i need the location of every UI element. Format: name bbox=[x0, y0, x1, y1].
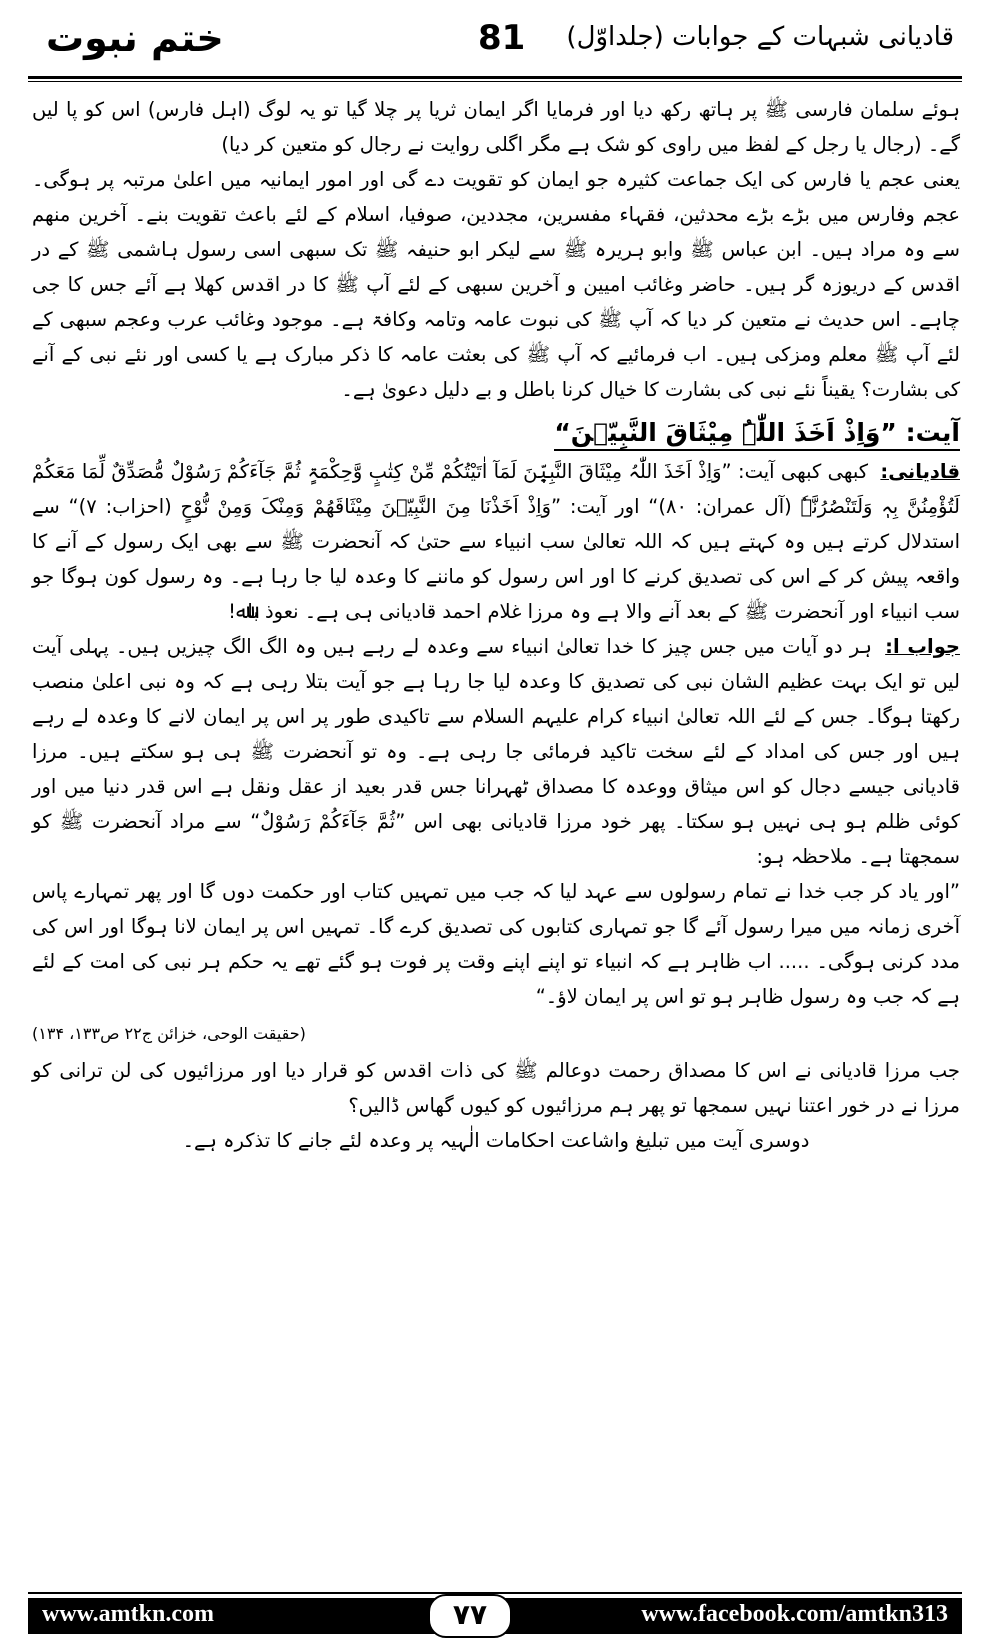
quotation-reference-row bbox=[32, 1016, 960, 1051]
header-rule-thin bbox=[28, 81, 962, 82]
footer-page-marker: ۷۷ bbox=[428, 1594, 512, 1638]
section-heading bbox=[32, 415, 960, 450]
page-body bbox=[32, 92, 960, 1592]
answer-one bbox=[32, 629, 960, 874]
page-footer bbox=[28, 1598, 962, 1634]
section-heading-text: آیت: ”وَاِذْ اَخَذَ اللّٰہُ مِیْثَاقَ النَّبِیّٖنَ“ bbox=[554, 418, 960, 451]
header-rule bbox=[28, 76, 962, 79]
page-header bbox=[28, 12, 962, 74]
answer-text: ہر دو آیات میں جس چیز کا خدا تعالیٰ انبیاء سے وعدہ لے رہے ہیں وہ الگ الگ چیزیں ہیں۔ پہلی آیت لیں تو ایک بہت عظیم الشان نبی کی تصدیق کا وعدہ لیا جا رہا ہے جو آیت بتلا رہی ہے کہ وہ نبی اعلیٰ منصب رکھتا ہوگا۔ جس کے لئے اللہ تعالیٰ انبیاء کرام علیہم السلام سے تاکیدی طور پر اس پر ایمان لانے کا وعدہ لے رہے ہیں اور جس کی امداد کے لئے سخت تاکید فرمائی جا رہی ہے۔ وہ تو آنحضرت ﷺ ہی ہو سکتے ہیں۔ مرزا قادیانی جیسے دجال کو اس میثاق ووعدہ کا مصداق ٹھہرانا جس قدر بعید از عقل ونقل ہے اس قدر دنیا میں اور کوئی ظلم ہو ہی نہیں ہو سکتا۔ پھر خود مرزا قادیانی بھی اس ”ثُمَّ جَآءَکُمْ رَسُوْلٌ“ سے مراد آنحضرت ﷺ کو سمجھتا ہے۔ ملاحظہ ہو: bbox=[32, 635, 960, 868]
qadiani-claim-text: کبھی کبھی آیت: ”وَاِذْ اَخَذَ اللّٰہُ مِیْثَاقَ النَّبِیّٖنَ لَمَآ اٰتَیْتُکُمْ مِّنْ کِتٰبٍ وَّحِکْمَۃٍ ثُمَّ جَآءَکُمْ رَسُوْلٌ مُّصَدِّقٌ لِّمَا مَعَکُمْ لَتُؤْمِنُنَّ بِہٖ وَلَتَنْصُرُنَّہٗ (آل عمران: ۸۰)“ اور آیت: ”وَاِذْ اَخَذْنَا مِنَ النَّبِیّٖنَ مِیْثَاقَھُمْ وَمِنْکَ وَمِنْ نُّوْحٍ (احزاب: ۷)“ سے استدلال کرتے ہیں وہ کہتے ہیں کہ اللہ تعالیٰ سب انبیاء سے حتیٰ کہ آنحضرت ﷺ سے بھی ایک رسول کے آنے کا واقعہ پیش کر کے اس کی تصدیق کرنے کا اور اس رسول کو ماننے کا وعدہ لیا جا رہا ہے۔ وہ رسول کون ہوگا جو سب انبیاء اور آنحضرت ﷺ کے بعد آنے والا ہے وہ مرزا غلام احمد قادیانی ہی ہے۔ نعوذ باﷲ! bbox=[32, 460, 960, 623]
quotation: ”اور یاد کر جب خدا نے تمام رسولوں سے عہد لیا کہ جب میں تمہیں کتاب اور حکمت دوں گا اور پھر تمہارے پاس آخری زمانہ میں میرا رسول آئے گا جو تمہاری کتابوں کی تصدیق کرے گا۔ تمہیں اس پر ایمان لانا ہوگا اور اس کی مدد کرنی ہوگی۔ ..... اب ظاہر ہے کہ انبیاء تو اپنے اپنے وقت پر فوت ہو گئے تھے یہ حکم ہر نبی کی امت کے لئے ہے کہ جب وہ رسول ظاہر ہو تو اس پر ایمان لاؤ۔“ bbox=[32, 880, 960, 1008]
answer-label: جواب ا: bbox=[885, 635, 960, 658]
website-link[interactable]: www.amtkn.com bbox=[42, 1601, 214, 1627]
paragraph-hadith-continuation: ہوئے سلمان فارسی ﷺ پر ہاتھ رکھ دیا اور فرمایا اگر ایمان ثریا پر چلا گیا تو یہ لوگ (اہل فارس) اس کو پا لیں گے۔ (رجال یا رجل کے لفظ میں راوی کو شک ہے مگر اگلی روایت نے رجال کو متعین کر دیا) bbox=[32, 98, 960, 156]
book-title: قادیانی شبہات کے جوابات (جلداوّل) bbox=[566, 22, 954, 52]
brand-title: ختم نبوت bbox=[46, 16, 224, 60]
paragraph-conclusion: جب مرزا قادیانی نے اس کا مصداق رحمت دوعالم ﷺ کی ذات اقدس کو قرار دیا اور مرزائیوں کی لن ترانی کو مرزا نے در خور اعتنا نہیں سمجھا تو پھر ہم مرزائیوں کو کیوں گھاس ڈالیں؟ bbox=[32, 1059, 960, 1117]
paragraph-explanation: یعنی عجم یا فارس کی ایک جماعت کثیرہ جو ایمان کو تقویت دے گی اور امور ایمانیہ میں اعلیٰ مرتبہ پر ہوگی۔ عجم وفارس میں بڑے بڑے محدثین، فقہاء مفسرین، مجددین، صوفیا، اسلام کے لئے باعث تقویت بنے۔ آخرین منھم سے وہ مراد ہیں۔ ابن عباس ﷺ وابو ہریرہ ﷺ سے لیکر ابو حنیفہ ﷺ تک سبھی اسی رسول ہاشمی ﷺ کے در اقدس کے دریوزہ گر ہیں۔ حاضر وغائب امیین و آخرین سبھی کے لئے آپ ﷺ کا در اقدس کھلا ہے آئے جس کا جی چاہے۔ اس حدیث نے متعین کر دیا کہ آپ ﷺ کی نبوت عامہ وتامہ وکافۃ ہے۔ موجود وغائب عرب وعجم سبھی کے لئے آپ ﷺ معلم ومزکی ہیں۔ اب فرمائیے کہ آپ ﷺ کی بعثت عامہ کا ذکر مبارک ہے یا کسی اور نئے نبی کے آنے کی بشارت؟ یقیناً نئے نبی کی بشارت کا خیال کرنا باطل و بے دلیل دعویٰ ہے۔ bbox=[32, 168, 960, 401]
paragraph-second-verse: دوسری آیت میں تبلیغ واشاعت احکامات الٰہیہ پر وعدہ لئے جانے کا تذکرہ ہے۔ bbox=[182, 1129, 810, 1152]
facebook-link[interactable]: www.facebook.com/amtkn313 bbox=[641, 1601, 948, 1627]
qadiani-claim bbox=[32, 454, 960, 629]
page-number: 81 bbox=[478, 18, 526, 58]
qadiani-label: قادیانی: bbox=[880, 460, 960, 483]
quotation-reference: (حقیقت الوحی، خزائن ج۲۲ ص۱۳۳، ۱۳۴) bbox=[32, 1024, 306, 1043]
